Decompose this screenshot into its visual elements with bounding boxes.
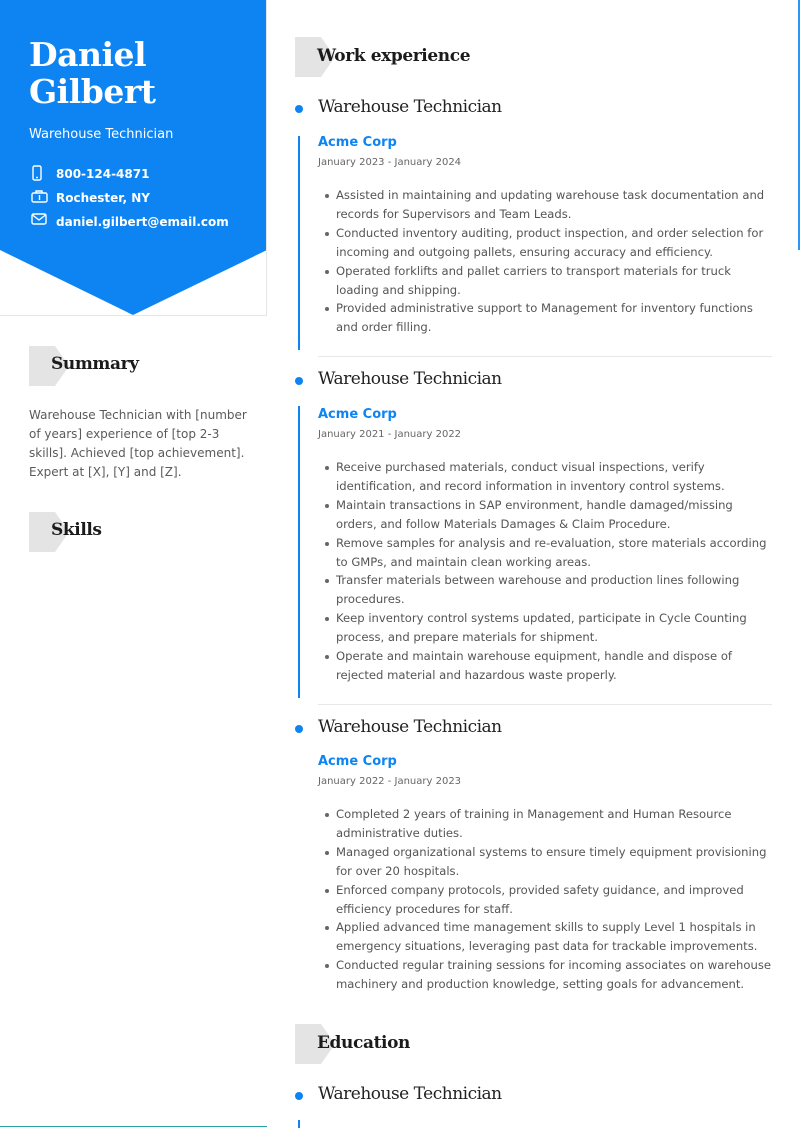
location-icon — [31, 189, 49, 207]
list-item: Conducted regular training sessions for incoming associates on warehouse machinery and production knowledge, setting goals for advancement. — [318, 956, 773, 994]
timeline-dot — [295, 105, 303, 113]
page-bottom-rule — [0, 1126, 267, 1127]
skills-heading-text: Skills — [51, 520, 102, 540]
job-separator — [318, 356, 772, 357]
list-item: Operated forklifts and pallet carriers to transport materials for truck loading and shipping. — [318, 262, 773, 300]
job-title: Warehouse Technician — [318, 717, 502, 737]
job-dates: January 2021 - January 2022 — [318, 429, 462, 440]
header-banner — [0, 0, 267, 316]
list-item: Managed organizational systems to ensure timely equipment provisioning for over 20 hospitals. — [318, 843, 773, 881]
list-item: Provided administrative support to Management for inventory functions and order filling. — [318, 299, 773, 337]
job-separator — [318, 704, 772, 705]
email-icon — [31, 213, 49, 231]
list-item: Maintain transactions in SAP environment, handle damaged/missing orders, and follow Materials Damages & Claim Procedure. — [318, 496, 773, 534]
list-item: Applied advanced time management skills to supply Level 1 hospitals in emergency situations, leveraging past data for trackable improvements. — [318, 918, 773, 956]
company-name: Acme Corp — [318, 754, 397, 769]
list-item: Remove samples for analysis and re-evaluation, store materials according to GMPs, and maintain clean working areas. — [318, 534, 773, 572]
list-item: Transfer materials between warehouse and production lines following procedures. — [318, 571, 773, 609]
contact-email — [31, 213, 261, 231]
list-item: Assisted in maintaining and updating warehouse task documentation and records for Supervisors and Team Leads. — [318, 186, 773, 224]
work-experience-heading-text: Work experience — [317, 46, 471, 66]
list-item: Keep inventory control systems updated, participate in Cycle Counting process, and prepare materials for shipment. — [318, 609, 773, 647]
first-name: Daniel — [29, 35, 147, 74]
candidate-name — [29, 36, 249, 110]
phone-text: 800-124-4871 — [56, 167, 150, 181]
email-text: daniel.gilbert@email.com — [56, 215, 229, 229]
job-dates: January 2022 - January 2023 — [318, 776, 462, 787]
job-bullets — [318, 805, 773, 994]
timeline-dot — [295, 725, 303, 733]
list-item: Enforced company protocols, provided safety guidance, and improved efficiency procedures for staff. — [318, 881, 773, 919]
last-name: Gilbert — [29, 72, 156, 111]
education-heading-text: Education — [317, 1033, 410, 1053]
summary-heading-text: Summary — [51, 354, 139, 374]
job-title: Warehouse Technician — [318, 369, 502, 389]
company-name: Acme Corp — [318, 135, 397, 150]
sidebar-rule — [0, 315, 267, 316]
timeline-bar — [298, 406, 300, 698]
contact-phone — [31, 165, 261, 183]
summary-text: Warehouse Technician with [number of years] experience of [top 2-3 skills]. Achieved [top achievement]. Expert at [X], [Y] and [Z]. — [29, 408, 247, 479]
skills-heading — [29, 512, 249, 552]
timeline-dot — [295, 1092, 303, 1100]
contact-location — [31, 189, 261, 207]
company-name: Acme Corp — [318, 407, 397, 422]
candidate-role: Warehouse Technician — [29, 127, 174, 142]
phone-icon — [31, 165, 49, 183]
timeline-dot — [295, 377, 303, 385]
job-bullets — [318, 186, 773, 337]
list-item: Conducted inventory auditing, product inspection, and order selection for incoming and outgoing pallets, ensuring accuracy and efficiency. — [318, 224, 773, 262]
education-heading — [295, 1024, 595, 1064]
location-text: Rochester, NY — [56, 191, 150, 205]
list-item: Completed 2 years of training in Management and Human Resource administrative duties. — [318, 805, 773, 843]
work-experience-heading — [295, 37, 595, 77]
summary-heading — [29, 346, 249, 386]
job-title: Warehouse Technician — [318, 97, 502, 117]
sidebar — [0, 0, 267, 1128]
timeline-bar — [298, 136, 300, 350]
job-bullets — [318, 458, 773, 685]
job-dates: January 2023 - January 2024 — [318, 157, 462, 168]
timeline-bar — [298, 1120, 300, 1128]
list-item: Receive purchased materials, conduct visual inspections, verify identification, and record information in inventory control systems. — [318, 458, 773, 496]
education-title: Warehouse Technician — [318, 1084, 502, 1104]
list-item: Operate and maintain warehouse equipment, handle and dispose of rejected material and hazardous waste properly. — [318, 647, 773, 685]
sidebar-divider — [266, 0, 267, 316]
